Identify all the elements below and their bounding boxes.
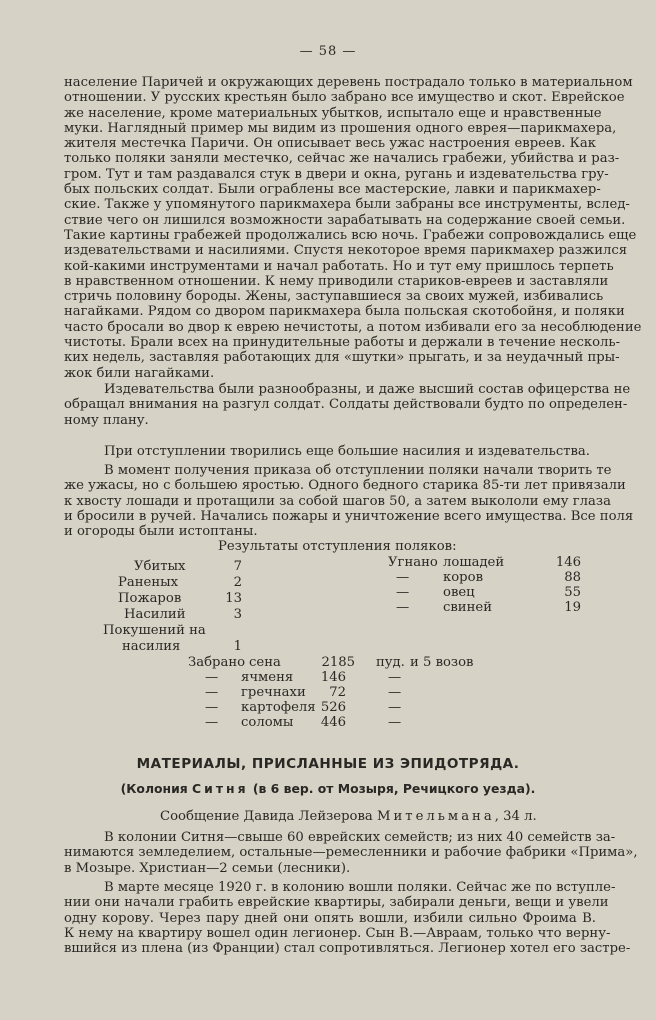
results-left-label: Насилий [124, 607, 186, 622]
paragraph-colony [64, 830, 638, 876]
results-title: Результаты отступления поляков: [218, 539, 457, 554]
results-left-value: 3 [233, 607, 242, 622]
results-left-value: 2 [233, 575, 242, 590]
text-line: Такие картины грабежей продолжались всю ночь. Грабежи сопровождались еще [64, 227, 637, 243]
text-line: нагайками. Рядом со двором парикмахера была польская скотобойня, и поляки [64, 304, 625, 320]
section-heading: МАТЕРИАЛЫ, ПРИСЛАННЫЕ ИЗ ЭПИДОТРЯДА. [136, 756, 520, 772]
report-age: , 34 л. [494, 809, 537, 824]
text-line: жителя местечка Паричи. Он описывает весь ужас настроения евреев. Как [64, 136, 596, 152]
text-line: вшийся из плена (из Франции) стал сопротивляться. Легионер хотел его застре- [64, 941, 631, 957]
text-line: К нему на квартиру вошел один легионер. Сын В.—Авраам, только что верну- [64, 925, 611, 941]
text-line: чистоты. Брали всех на принудительные работы и держали в течение несколь- [64, 335, 621, 351]
text-line: и огороды были истоптаны. [64, 524, 258, 540]
results-taken-label: соломы [241, 715, 294, 730]
paragraph-officers [64, 382, 631, 428]
text-line: бых польских солдат. Были ограблены все мастерские, лавки и парикмахер- [64, 182, 601, 198]
results-right-value: 55 [564, 585, 581, 600]
text-line: нии они начали грабить еврейские квартиры, забирали деньги, вещи и увели [64, 895, 609, 911]
results-left-value: 7 [233, 559, 242, 574]
results-taken-label: ячменя [241, 670, 294, 685]
text-line: в нравственном отношении. К нему приводили стариков-евреев и заставляли [64, 273, 609, 289]
text-line: к хвосту лошади и протащили за собой шагов 50, а затем выкололи ему глаза [64, 493, 611, 509]
results-right-value: 19 [564, 600, 581, 615]
results-right-label: свиней [443, 600, 492, 615]
paragraph-retreat-intro [64, 444, 596, 459]
text-line: жок били нагайками. [64, 365, 215, 381]
text-line: в Мозыре. Христиан—2 семьи (лесники). [64, 860, 351, 876]
results-taken-value: 72 [329, 685, 346, 700]
page-number: — 58 — [299, 44, 357, 59]
results-taken-value: 446 [320, 715, 346, 730]
results-right-label: лошадей [443, 555, 505, 570]
results-taken-unit: — [388, 700, 402, 715]
text-line: ному плану. [64, 412, 149, 428]
paragraph-parichi [64, 75, 642, 381]
text-line: и бросили в ручей. Начались пожары и уничтожение всего имущества. Все поля [64, 508, 634, 524]
results-right-value: 146 [555, 555, 581, 570]
text-line: население Паричей и окружающих деревень пострадало только в материальном [64, 75, 633, 90]
text-line: часто бросали во двор к еврею нечистоты, а потом избивали его за несоблюдение [64, 319, 642, 335]
text-line: же ужасы, но с большею яростью. Одного бедного старика 85-ти лет привязали [64, 478, 626, 494]
results-taken-prefix: Забрано [188, 655, 246, 670]
results-left-value: 1 [233, 639, 242, 654]
text-line: гром. Тут и там раздавался стук в двери и окна, ругань и издевательства гру- [64, 166, 609, 182]
results-right-prefix: — [396, 570, 410, 585]
text-line: ких недель, заставляя работающих для «шутки» прыгать, и за неудачный пры- [64, 350, 620, 366]
section-subheading [0, 781, 656, 796]
text-line: При отступлении творились еще большие насилия и издевательства. [104, 444, 590, 459]
text-line: В колонии Ситня—свыше 60 еврейских семейств; из них 40 семейств за- [104, 830, 616, 845]
results-taken-value: 526 [320, 700, 346, 715]
text-line: только поляки заняли местечко, сейчас же начались грабежи, убийства и раз- [64, 151, 620, 167]
text-line: издевательствами и насилиями. Спустя некоторое время парикмахер разжился [64, 243, 628, 259]
results-taken-label: гречнахи [241, 685, 306, 700]
paragraph-retreat [64, 463, 634, 540]
results-taken-prefix: — [205, 670, 219, 685]
text-line: обращал внимания на разгул солдат. Солдаты действовали будто по определен- [64, 397, 628, 413]
text-line: ствие чего он лишился возможности зарабатывать на содержание своей семьи. [64, 212, 626, 228]
text-line: отношении. У русских крестьян было забрано все имущество и скот. Еврейское [64, 90, 625, 106]
results-right-prefix: — [396, 585, 410, 600]
results-left-label: Пожаров [118, 591, 182, 606]
report-text: Сообщение Давида Лейзерова [160, 809, 377, 824]
text-line: же население, кроме материальных убытков, испытало еще и нравственные [64, 105, 602, 121]
results-taken-extra: и 5 возов [410, 655, 474, 670]
text-line: ские. Также у упомянутого парикмахера были забраны все инструменты, вслед- [64, 197, 630, 213]
results-taken-label: сена [249, 655, 281, 670]
results-taken-unit: пуд. [376, 655, 405, 670]
report-surname: Мительмана [376, 809, 495, 824]
paragraph-march [64, 880, 631, 957]
subheading-open: (Колония [120, 781, 193, 796]
subheading-colony: Ситня [192, 781, 249, 796]
results-left-value: 13 [225, 591, 242, 606]
results-taken-unit: — [388, 685, 402, 700]
results-right-prefix: — [396, 600, 410, 615]
results-taken-prefix: — [205, 685, 219, 700]
text-line: В марте месяце 1920 г. в колонию вошли поляки. Сейчас же по вступле- [104, 880, 616, 895]
text-line: стричь половину бороды. Жены, заступавшиеся за своих мужей, избивались [64, 289, 604, 305]
results-right-label: овец [443, 585, 475, 600]
results-taken-unit: — [388, 715, 402, 730]
results-right-prefix: Угнано [388, 555, 438, 570]
results-taken-value: 2185 [321, 655, 355, 670]
text-line: В момент получения приказа об отступлении поляки начали творить те [104, 463, 612, 478]
results-left-label: Убитых [134, 559, 186, 574]
text-line: нимаются земледелием, остальные—ремесленники и рабочие фабрики «Прима», [64, 845, 638, 861]
results-left-label: насилия [122, 639, 181, 654]
results-taken-unit: — [388, 670, 402, 685]
results-taken-label: картофеля [241, 700, 316, 715]
text-line: муки. Наглядный пример мы видим из прошения одного еврея—парикмахера, [64, 120, 617, 136]
results-left-label: Раненых [118, 575, 179, 590]
results-left-label: Покушений на [103, 623, 206, 638]
results-taken-prefix: — [205, 715, 219, 730]
report-attribution [160, 810, 537, 825]
text-line: одну корову. Через пару дней они опять вошли, избили сильно Фроима В. [64, 910, 596, 926]
text-line: Издевательства были разнообразны, и даже высший состав офицерства не [104, 382, 631, 397]
results-taken-prefix: — [205, 700, 219, 715]
results-right-label: коров [443, 570, 483, 585]
text-line: кой-какими инструментами и начал работать. Но и тут ему пришлось терпеть [64, 258, 614, 274]
subheading-rest: (в 6 вер. от Мозыря, Речицкого уезда). [248, 781, 536, 796]
results-taken-value: 146 [320, 670, 346, 685]
results-right-value: 88 [564, 570, 581, 585]
